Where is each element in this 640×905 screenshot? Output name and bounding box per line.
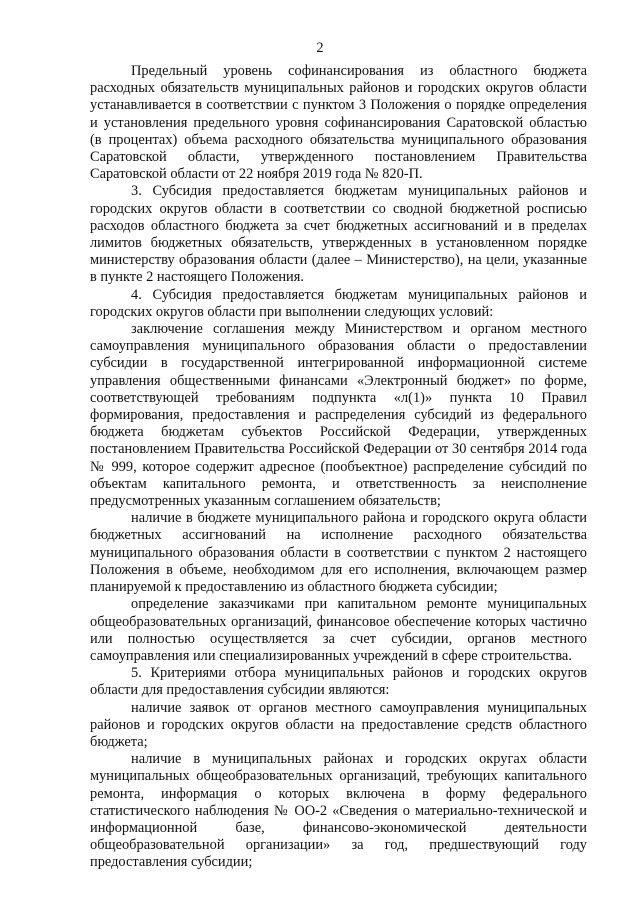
document-body	[90, 63, 587, 872]
paragraph-condition-agreement: заключение соглашения между Министерством и органом местного самоуправления муниципального образования области о предоставлении субсидии в государственной интегрированной информационной системе управления общественными финансами «Электронный бюджет» по форме, соответствующей требованиям подпункта «л(1)» пункта 10 Правил формирования, предоставления и распределения субсидий из федерального бюджета бюджетам субъектов Российской Федерации, утвержденных постановлением Правительства Российской Федерации от 30 сентября 2014 года № 999, которое содержит адресное (пообъектное) распределение субсидий по объектам капитального ремонта, и ответственность за неисполнение предусмотренных указанным соглашением обязательств;	[90, 321, 587, 510]
paragraph-3-subsidy-budget: 3. Субсидия предоставляется бюджетам муниципальных районов и городских округов области в соответствии со сводной бюджетной росписью расходов областного бюджета за счет бюджетных ассигнований и в пределах лимитов бюджетных обязательств, утвержденных в установленном порядке министерству образования области (далее – Министерство), на цели, указанные в пункте 2 настоящего Положения.	[90, 183, 587, 286]
paragraph-criterion-organizations: наличие в муниципальных районах и городских округах области муниципальных общеобразовательных организаций, требующих капитального ремонта, информация о которых включена в форму федерального статистического наблюдения № ОО-2 «Сведения о материально-технической и информационной базе, финансово-экономической деятельности общеобразовательной организации» за год, предшествующий году предоставления субсидии;	[90, 751, 587, 871]
paragraph-cofinancing-level: Предельный уровень софинансирования из областного бюджета расходных обязательств муниципальных районов и городских округов области устанавливается в соответствии с пунктом 3 Положения о порядке определения и установления предельного уровня софинансирования Саратовской областью (в процентах) объема расходного обязательства муниципального образования Саратовской области, утвержденного постановлением Правительства Саратовской области от 22 ноября 2019 года № 820-П.	[90, 63, 587, 183]
paragraph-criterion-applications: наличие заявок от органов местного самоуправления муниципальных районов и городских округов области на предоставление средств областного бюджета;	[90, 699, 587, 750]
paragraph-4-conditions-intro: 4. Субсидия предоставляется бюджетам муниципальных районов и городских округов области при выполнении следующих условий:	[90, 286, 587, 320]
paragraph-5-criteria-intro: 5. Критериями отбора муниципальных районов и городских округов области для предоставления субсидии являются:	[90, 665, 587, 699]
page-number: 2	[316, 40, 324, 56]
paragraph-condition-budget-allocations: наличие в бюджете муниципального района и городского округа области бюджетных ассигнований на исполнение расходного обязательства муниципального образования области в соответствии с пунктом 2 настоящего Положения в объеме, необходимом для его исполнения, включающем размер планируемой к предоставлению из областного бюджета субсидии;	[90, 510, 587, 596]
paragraph-condition-customers: определение заказчиками при капитальном ремонте муниципальных общеобразовательных организаций, финансовое обеспечение которых частично или полностью осуществляется за счет субсидии, органов местного самоуправления или специализированных учреждений в сфере строительства.	[90, 596, 587, 664]
